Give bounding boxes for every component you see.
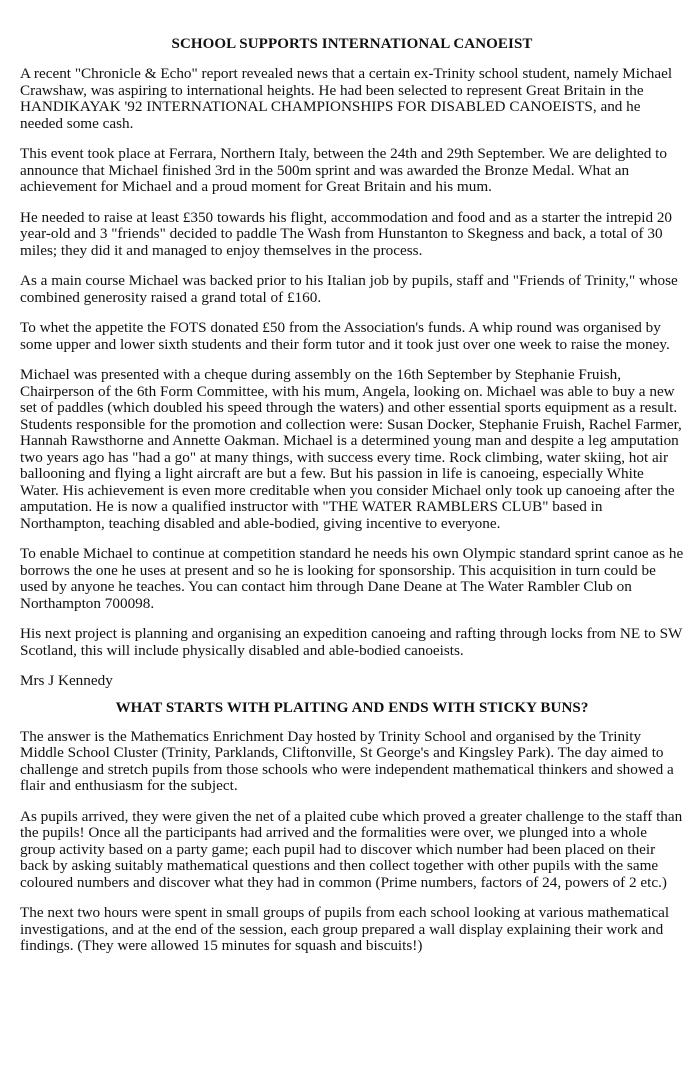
article-paragraph: To whet the appetite the FOTS donated £50 from the Association's funds. A whip round was organised by some upper and lower sixth students and their form tutor and it took just over one week to raise the money. <box>20 319 670 353</box>
article-title: WHAT STARTS WITH PLAITING AND ENDS WITH STICKY BUNS? <box>115 699 589 716</box>
article-canoeist <box>20 36 684 690</box>
article-paragraph: As pupils arrived, they were given the net of a plaited cube which proved a greater challenge to the staff than the pupils! Once all the participants had arrived and the formalities were over, we plunged into a whole group activity based on a party game; each pupil had to discover which number had been placed on their back by asking suitably mathematical questions and then collect together with other pupils with the same coloured numbers and discover what they had in common (Prime numbers, factors of 24, powers of 2 etc.) <box>20 807 683 891</box>
article-maths-day <box>20 700 684 955</box>
article-signature: Mrs J Kennedy <box>20 672 113 689</box>
article-paragraph: To enable Michael to continue at competition standard he needs his own Olympic standard sprint canoe as he borrows the one he uses at present and so he is looking for sponsorship. This acquisition in turn could be used by anyone he teaches. You can contact him through Dane Deane at The Water Rambler Club on Northampton 700098. <box>20 545 684 612</box>
article-paragraph: He needed to raise at least £350 towards his flight, accommodation and food and as a starter the intrepid 20 year-old and 3 "friends" decided to paddle The Wash from Hunstanton to Skegness and back, a total of 30 miles; they did it and managed to enjoy themselves in the process. <box>20 208 673 259</box>
article-paragraph: This event took place at Ferrara, Northern Italy, between the 24th and 29th September. We are delighted to announce that Michael finished 3rd in the 500m sprint and was awarded the Bronze Medal. What an achievement for Michael and a proud moment for Great Britain and his mum. <box>20 145 667 195</box>
article-paragraph: His next project is planning and organising an expedition canoeing and rafting through locks from NE to SW Scotland, this will include physically disabled and able-bodied canoeists. <box>20 625 683 659</box>
article-paragraph: The next two hours were spent in small groups of pupils from each school looking at various mathematical investigations, and at the end of the session, each group prepared a wall display explaining their work and findings. (They were allowed 15 minutes for squash and biscuits!) <box>20 904 670 954</box>
article-paragraph: Michael was presented with a cheque during assembly on the 16th September by Stephanie Fruish, Chairperson of the 6th Form Committee, with his mum, Angela, looking on. Michael was able to buy a new set of paddles (which doubled his speed through the waters) and other essential sports equipment as a result. Students responsible for the promotion and collection were: Susan Docker, Stephanie Fruish, Rachel Farmer, Hannah Rawsthorne and Annette Oakman. Michael is a determined young man and despite a leg amputation two years ago has "had a go" at many things, with success every time. Rock climbing, water skiing, hot air ballooning and flying a light aircraft are but a few. But his passion in life is canoeing, especially White Water. His achievement is even more creditable when you consider Michael only took up canoeing after the amputation. He is now a qualified instructor with "THE WATER RAMBLERS CLUB" based in Northampton, teaching disabled and able-bodied, giving incentive to everyone. <box>20 366 682 532</box>
article-paragraph: A recent "Chronicle & Echo" report revealed news that a certain ex-Trinity school student, namely Michael Crawshaw, was aspiring to international heights. He had been selected to represent Great Britain in the HANDIKAYAK '92 INTERNATIONAL CHAMPIONSHIPS FOR DISABLED CANOEISTS, and he needed some cash. <box>20 65 673 132</box>
article-title: SCHOOL SUPPORTS INTERNATIONAL CANOEIST <box>171 36 533 52</box>
article-paragraph: As a main course Michael was backed prior to his Italian job by pupils, staff and "Friends of Trinity," whose combined generosity raised a grand total of £160. <box>20 272 678 306</box>
article-paragraph: The answer is the Mathematics Enrichment Day hosted by Trinity School and organised by the Trinity Middle School Cluster (Trinity, Parklands, Cliftonville, St George's and Kingsley Park). The day aimed to challenge and stretch pupils from those schools who were independent mathematical thinkers and showed a flair and enthusiasm for the subject. <box>20 727 674 794</box>
